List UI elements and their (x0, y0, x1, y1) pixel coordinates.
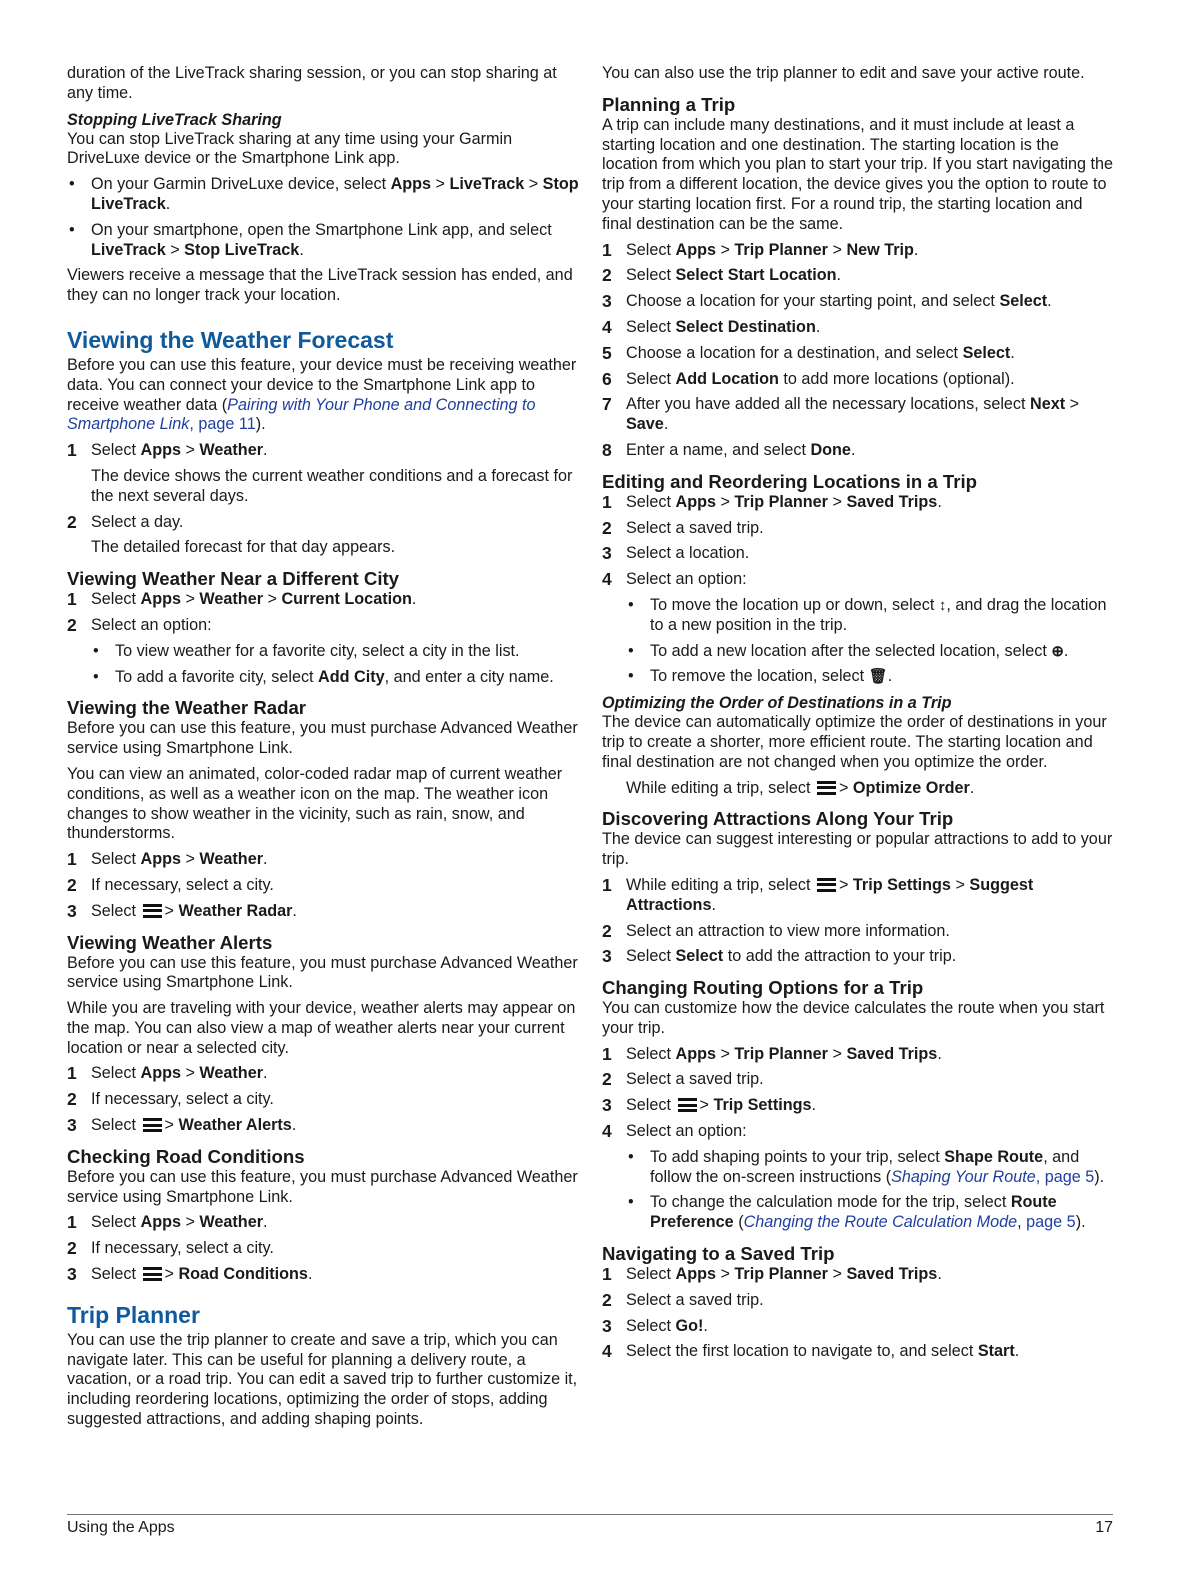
reorder-icon: ↕ (938, 596, 947, 614)
weather-alerts-heading: Viewing Weather Alerts (67, 931, 273, 953)
step: 1 While editing a trip, select > Trip Settings > Suggest Attractions. (602, 874, 1034, 914)
step: 3 Select a location. (602, 543, 750, 564)
planning-trip-text: A trip can include many destinations, and it must include at least a starting location and one destination. The starting location is the location from which you plan to start your trip. If you start navigating the trip from a different location, the device gives you the option to route to your starting location first. For a round trip, the starting location and final destination can be the same. (602, 115, 1114, 233)
step: 1 Select Apps > Weather. (67, 440, 268, 461)
step: 1 Select Apps > Trip Planner > Saved Trips. (602, 1043, 942, 1064)
step: 2 If necessary, select a city. (67, 1089, 274, 1110)
step-result: The detailed forecast for that day appears. (91, 538, 396, 557)
menu-icon (143, 1267, 162, 1281)
list-item: • To view weather for a favorite city, select a city in the list. (93, 641, 520, 660)
list-item: • To move the location up or down, select ↕, and drag the location to a new position in the trip. (628, 595, 1107, 634)
step-result: The device shows the current weather conditions and a forecast for the next several days. (91, 466, 573, 505)
intro-text: duration of the LiveTrack sharing session, or you can stop sharing at any time. (67, 64, 557, 102)
step: 4 Select an option: (602, 569, 747, 590)
step: 1 Select Apps > Weather. (67, 849, 268, 870)
step: 2 Select an option: (67, 614, 212, 635)
planning-trip-heading: Planning a Trip (602, 93, 736, 115)
step: 6 Select Add Location to add more locations (optional). (602, 368, 1015, 389)
road-conditions-heading: Checking Road Conditions (67, 1145, 305, 1167)
step: 1 Select Apps > Weather. (67, 1212, 268, 1233)
step: 1 Select Apps > Weather > Current Location. (67, 589, 417, 610)
stop-livetrack-text: You can stop LiveTrack sharing at any time using your Garmin DriveLuxe device or the Smartphone Link app. (67, 129, 513, 168)
left-column (67, 64, 579, 1436)
routing-options-text: You can customize how the device calculates the route when you start your trip. (602, 999, 1105, 1037)
step: 4 Select an option: (602, 1121, 747, 1142)
stop-livetrack-heading: Stopping LiveTrack Sharing (67, 110, 282, 129)
step: 1 Select Apps > Trip Planner > Saved Trips. (602, 491, 942, 512)
calc-mode-link[interactable]: Changing the Route Calculation Mode (743, 1213, 1018, 1232)
routing-options-heading: Changing Routing Options for a Trip (602, 977, 924, 999)
step: 3 Select Go!. (602, 1315, 708, 1336)
weather-radar-p2: You can view an animated, color-coded radar map of current weather conditions, as well as a weather icon on the map. The weather icon changes to show weather in the vicinity, such as rain, snow, and thunderstorms. (67, 764, 563, 843)
list-item: • On your Garmin DriveLuxe device, select Apps > LiveTrack > Stop LiveTrack. (69, 175, 579, 213)
weather-forecast-heading: Viewing the Weather Forecast (67, 326, 394, 353)
trash-icon: 🗑 (868, 668, 888, 686)
step: 4 Select Select Destination. (602, 316, 821, 337)
list-item: • To change the calculation mode for the trip, select Route Preference (Changing the Route Calculation Mode, page 5). (628, 1193, 1086, 1232)
shaping-route-link[interactable]: Shaping Your Route (891, 1167, 1036, 1186)
optimize-step: While editing a trip, select > Optimize Order. (626, 778, 975, 797)
step: 3 Choose a location for your starting point, and select Select. (602, 291, 1052, 312)
road-conditions-p1: Before you can use this feature, you must purchase Advanced Weather service using Smartphone Link. (67, 1167, 578, 1206)
step: 3 Select Select to add the attraction to your trip. (602, 946, 957, 967)
trip-planner-text: You can use the trip planner to create and save a trip, which you can navigate later. This can be useful for planning a delivery route, a vacation, or a road trip. You can edit a saved trip to further customize it, including reordering locations, optimizing the order of stops, adding suggested attractions, and adding shaping points. (67, 1330, 578, 1429)
stop-livetrack-after: Viewers receive a message that the LiveTrack session has ended, and they can no longer track your location. (67, 266, 573, 305)
editing-trip-heading: Editing and Reordering Locations in a Trip (602, 470, 977, 492)
weather-alerts-p1: Before you can use this feature, you must purchase Advanced Weather service using Smartphone Link. (67, 953, 578, 992)
footer-section: Using the Apps (67, 1519, 175, 1536)
step: 3 Select > Weather Alerts. (67, 1115, 297, 1136)
step: 2 Select Select Start Location. (602, 265, 842, 286)
step: 2 If necessary, select a city. (67, 874, 274, 895)
step: 1 Select Apps > Weather. (67, 1063, 268, 1084)
page-footer (67, 1514, 1113, 1536)
pairing-link[interactable]: Pairing with Your Phone and Connecting to Smartphone Link (67, 395, 536, 434)
optimize-heading: Optimizing the Order of Destinations in a Trip (602, 694, 952, 713)
weather-alerts-p2: While you are traveling with your device, weather alerts may appear on the map. You can also view a map of weather alerts near your current location or near a selected city. (67, 999, 576, 1057)
list-item: • To add a favorite city, select Add City, and enter a city name. (93, 667, 554, 686)
weather-city-heading: Viewing Weather Near a Different City (67, 568, 400, 590)
list-item: • To add a new location after the selected location, select ⊕. (628, 641, 1069, 660)
step: 5 Choose a location for a destination, and select Select. (602, 342, 1015, 363)
step: 4 Select the first location to navigate to, and select Start. (602, 1341, 1020, 1362)
step: 3 Select > Weather Radar. (67, 900, 297, 921)
step: 2 If necessary, select a city. (67, 1238, 274, 1259)
list-item: • On your smartphone, open the Smartphone Link app, and select LiveTrack > Stop LiveTrack. (69, 220, 552, 259)
menu-icon (817, 878, 836, 892)
menu-icon (678, 1098, 697, 1112)
navigating-saved-heading: Navigating to a Saved Trip (602, 1243, 835, 1265)
add-circle-icon: ⊕ (1051, 642, 1064, 660)
step: 7 After you have added all the necessary locations, select Next > Save. (602, 394, 1080, 434)
attractions-text: The device can suggest interesting or popular attractions to add to your trip. (602, 830, 1113, 869)
intro-text: You can also use the trip planner to edit and save your active route. (602, 64, 1085, 82)
step: 2 Select an attraction to view more information. (602, 920, 950, 941)
step: 2 Select a day. (67, 511, 184, 532)
page-number: 17 (1095, 1519, 1113, 1536)
trip-planner-heading: Trip Planner (67, 1301, 200, 1328)
weather-forecast-text: Before you can use this feature, your device must be receiving weather data. You can connect your device to the Smartphone Link app to receive weather data (Pairing with Your Phone and Connecting to Smartphone Link, page 11). (67, 355, 577, 434)
list-item: • To add shaping points to your trip, select Shape Route, and follow the on-screen instructions (Shaping Your Route, page 5). (628, 1147, 1105, 1186)
weather-radar-p1: Before you can use this feature, you must purchase Advanced Weather service using Smartphone Link. (67, 719, 578, 758)
step: 2 Select a saved trip. (602, 1069, 764, 1090)
right-column (602, 64, 1114, 1368)
weather-radar-heading: Viewing the Weather Radar (67, 697, 307, 719)
step: 1 Select Apps > Trip Planner > Saved Trips. (602, 1264, 942, 1285)
menu-icon (143, 904, 162, 918)
list-item: • To remove the location, select 🗑. (628, 667, 893, 686)
optimize-text: The device can automatically optimize the order of destinations in your trip to create a shorter, more efficient route. The starting location and final destination are not changed when you optimize the order. (602, 713, 1107, 771)
step: 3 Select > Road Conditions. (67, 1264, 313, 1285)
step: 2 Select a saved trip. (602, 1289, 764, 1310)
attractions-heading: Discovering Attractions Along Your Trip (602, 808, 954, 830)
step: 1 Select Apps > Trip Planner > New Trip. (602, 239, 919, 260)
step: 2 Select a saved trip. (602, 517, 764, 538)
step: 8 Enter a name, and select Done. (602, 439, 856, 460)
menu-icon (143, 1118, 162, 1132)
step: 3 Select > Trip Settings. (602, 1095, 816, 1116)
menu-icon (817, 781, 836, 795)
